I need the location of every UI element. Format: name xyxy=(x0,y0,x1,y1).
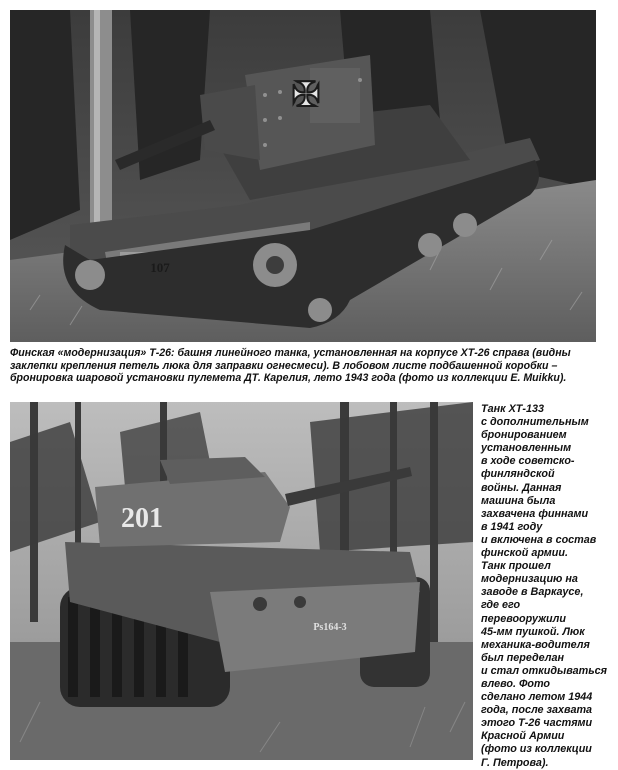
photo-t26-karelia xyxy=(10,10,596,342)
caption-side-line: перевооружили xyxy=(481,612,566,625)
caption-side-line: бронированием xyxy=(481,429,567,442)
caption-side-line: этого Т-26 частями xyxy=(481,717,593,730)
caption-side-line: машина была xyxy=(481,494,556,507)
caption-side-line: в 1941 году xyxy=(481,520,543,533)
photo-xt133-tank-201 xyxy=(10,402,473,760)
caption-side-line: Танк прошел xyxy=(481,560,551,573)
caption-side-line: Танк ХТ-133 xyxy=(481,403,544,415)
caption-side-line: года, после захвата xyxy=(481,704,593,717)
caption-side-line: установленным xyxy=(481,442,572,455)
caption-side-line: модернизацию на xyxy=(481,573,578,586)
turret-cross-marking: ✠ xyxy=(291,77,321,114)
caption-side-line: 45-мм пушкой. Люк xyxy=(481,625,585,638)
caption-side-line: войны. Данная xyxy=(481,481,562,494)
caption-side xyxy=(481,403,611,770)
caption-side-line: заводе в Варкаусе, xyxy=(481,586,584,599)
tree-trunk xyxy=(90,10,112,240)
caption-side-line: в ходе советско- xyxy=(481,455,575,468)
caption-side-line: Г. Петрова). xyxy=(481,756,549,769)
caption-side-line: был переделан xyxy=(481,651,565,664)
caption-side-line: где его xyxy=(481,599,521,612)
caption-side-line: сделано летом 1944 xyxy=(481,691,593,704)
photo-top-artwork xyxy=(10,10,596,342)
caption-side-line: и стал откидываться xyxy=(481,664,607,677)
caption-side-line: с дополнительным xyxy=(481,416,589,429)
caption-side-line: финской армии. xyxy=(481,547,568,560)
photo-bottom-artwork xyxy=(10,402,473,760)
caption-side-line: (фото из коллекции xyxy=(481,743,592,756)
turret-number-marking: 201 xyxy=(121,503,163,534)
caption-top: Финская «модернизация» Т-26: башня линейного танка, установленная на корпусе ХТ-26 справа (видны заклепки крепления петель люка для заправки огнесмеси). В лобовом листе подбашенной коробки – бронировка шаровой установки пулемета ДТ. Карелия, лето 1943 года (фото из коллекции Е. Muikku). xyxy=(10,347,571,385)
caption-side-line: механика-водителя xyxy=(481,638,590,651)
caption-side-line: Красной Армии xyxy=(481,730,565,743)
hull-number-marking: 107 xyxy=(150,260,170,275)
caption-side-line: финляндской xyxy=(481,468,555,481)
caption-side-line: захвачена финнами xyxy=(481,507,589,520)
caption-side-line: влево. Фото xyxy=(481,677,551,690)
hull-code-marking: Ps164-3 xyxy=(313,622,347,633)
caption-side-line: и включена в состав xyxy=(481,533,597,546)
